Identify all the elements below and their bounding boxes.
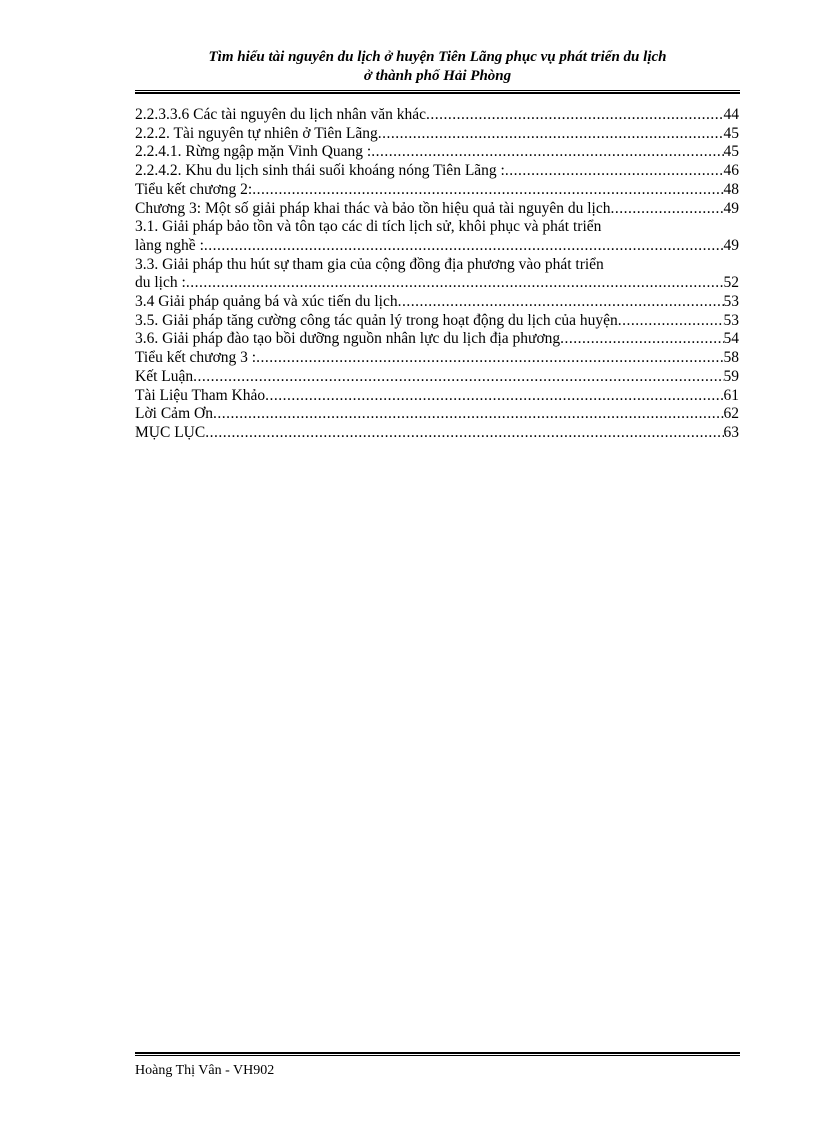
toc-entry-page: 45	[723, 124, 739, 142]
toc-dot-leader	[204, 237, 724, 256]
toc-entry[interactable]	[135, 330, 739, 349]
toc-entry[interactable]	[135, 143, 739, 162]
toc-entry[interactable]	[135, 200, 739, 219]
toc-entry[interactable]	[135, 181, 739, 200]
toc-entry-label-first-line: 3.1. Giải pháp bảo tồn và tôn tạo các di tích lịch sử, khôi phục và phát triển	[135, 218, 602, 236]
toc-entry-label: Lời Cảm Ơn	[135, 405, 213, 423]
toc-entry[interactable]	[135, 106, 739, 125]
toc-entry-label: Chương 3: Một số giải pháp khai thác và bảo tồn hiệu quả tài nguyên du lịch	[135, 199, 611, 217]
toc-entry-page: 49	[723, 199, 739, 217]
toc-entry[interactable]	[135, 405, 739, 424]
page-footer	[135, 1062, 274, 1080]
toc-entry-page: 44	[723, 106, 739, 123]
toc-entry-label: 2.2.4.2. Khu du lịch sinh thái suối khoáng nóng Tiên Lãng :	[135, 162, 505, 180]
toc-dot-leader	[252, 181, 723, 200]
toc-dot-leader	[378, 125, 724, 144]
header-title-line-2: ở thành phố Hải Phòng	[363, 68, 512, 84]
toc-entry[interactable]	[135, 349, 739, 368]
toc-entry-page: 58	[723, 349, 739, 367]
toc-entry-page: 53	[723, 293, 739, 311]
toc-entry[interactable]	[135, 368, 739, 387]
toc-dot-leader	[205, 424, 723, 443]
table-of-contents	[135, 106, 739, 443]
toc-entry-label: du lịch :	[135, 274, 186, 292]
toc-dot-leader	[371, 143, 723, 162]
footer-divider	[135, 1052, 740, 1056]
toc-entry[interactable]	[135, 312, 739, 331]
toc-dot-leader	[426, 106, 724, 125]
toc-dot-leader	[265, 387, 723, 406]
toc-entry[interactable]	[135, 293, 739, 312]
toc-dot-leader	[560, 330, 723, 349]
toc-entry-label: Tiểu kết chương 2:	[135, 180, 253, 198]
toc-entry-label: Tiểu kết chương 3 :	[135, 349, 257, 367]
toc-entry[interactable]	[135, 256, 739, 293]
toc-entry-page: 46	[723, 162, 739, 180]
toc-entry-label: Kết Luận	[135, 367, 194, 385]
toc-dot-leader	[186, 274, 724, 293]
toc-entry[interactable]	[135, 218, 739, 255]
header-divider	[135, 90, 740, 94]
page-header	[135, 48, 740, 86]
toc-entry-label: 2.2.2. Tài nguyên tự nhiên ở Tiên Lãng	[135, 124, 378, 142]
toc-entry-label-line-1	[135, 218, 739, 237]
toc-entry-label: 2.2.3.3.6 Các tài nguyên du lịch nhân văn khác	[135, 106, 426, 123]
toc-entry-label-line-1	[135, 256, 739, 275]
toc-entry-page: 63	[723, 423, 739, 441]
toc-entry[interactable]	[135, 162, 739, 181]
toc-entry-page: 49	[723, 236, 739, 254]
toc-entry-label: 2.2.4.1. Rừng ngập mặn Vinh Quang :	[135, 143, 372, 161]
toc-entry-label: Tài Liệu Tham Khảo	[135, 386, 266, 404]
toc-entry-page: 59	[723, 367, 739, 385]
toc-entry-label-first-line: 3.3. Giải pháp thu hút sự tham gia của cộng đồng địa phương vào phát triển	[135, 255, 604, 273]
toc-dot-leader	[398, 293, 724, 312]
toc-dot-leader	[193, 368, 723, 387]
toc-entry-label: làng nghề :	[135, 236, 204, 254]
toc-entry-label: 3.5. Giải pháp tăng cường công tác quản lý trong hoạt động du lịch của huyện	[135, 311, 618, 329]
toc-dot-leader	[256, 349, 723, 368]
toc-entry-page: 53	[723, 311, 739, 329]
toc-entry-label: 3.6. Giải pháp đào tạo bồi dưỡng nguồn nhân lực du lịch địa phương	[135, 330, 561, 348]
toc-entry-label: 3.4 Giải pháp quảng bá và xúc tiến du lịch	[135, 293, 398, 311]
header-title-line-1: Tìm hiểu tài nguyên du lịch ở huyện Tiên Lãng phục vụ phát triển du lịch	[208, 49, 667, 65]
toc-dot-leader	[505, 162, 724, 181]
toc-entry-label: MỤC LỤC	[135, 423, 206, 441]
toc-entry-page: 52	[723, 274, 739, 292]
toc-dot-leader	[610, 200, 723, 219]
toc-entry-page: 48	[723, 180, 739, 198]
toc-entry[interactable]	[135, 125, 739, 144]
toc-entry-page: 54	[723, 330, 739, 348]
toc-dot-leader	[618, 312, 724, 331]
toc-entry-page: 45	[723, 143, 739, 161]
toc-entry[interactable]	[135, 424, 739, 443]
toc-entry-page: 62	[723, 405, 739, 423]
footer-author: Hoàng Thị Vân - VH902	[135, 1063, 275, 1078]
toc-entry[interactable]	[135, 387, 739, 406]
toc-dot-leader	[213, 405, 724, 424]
toc-entry-page: 61	[723, 386, 739, 404]
